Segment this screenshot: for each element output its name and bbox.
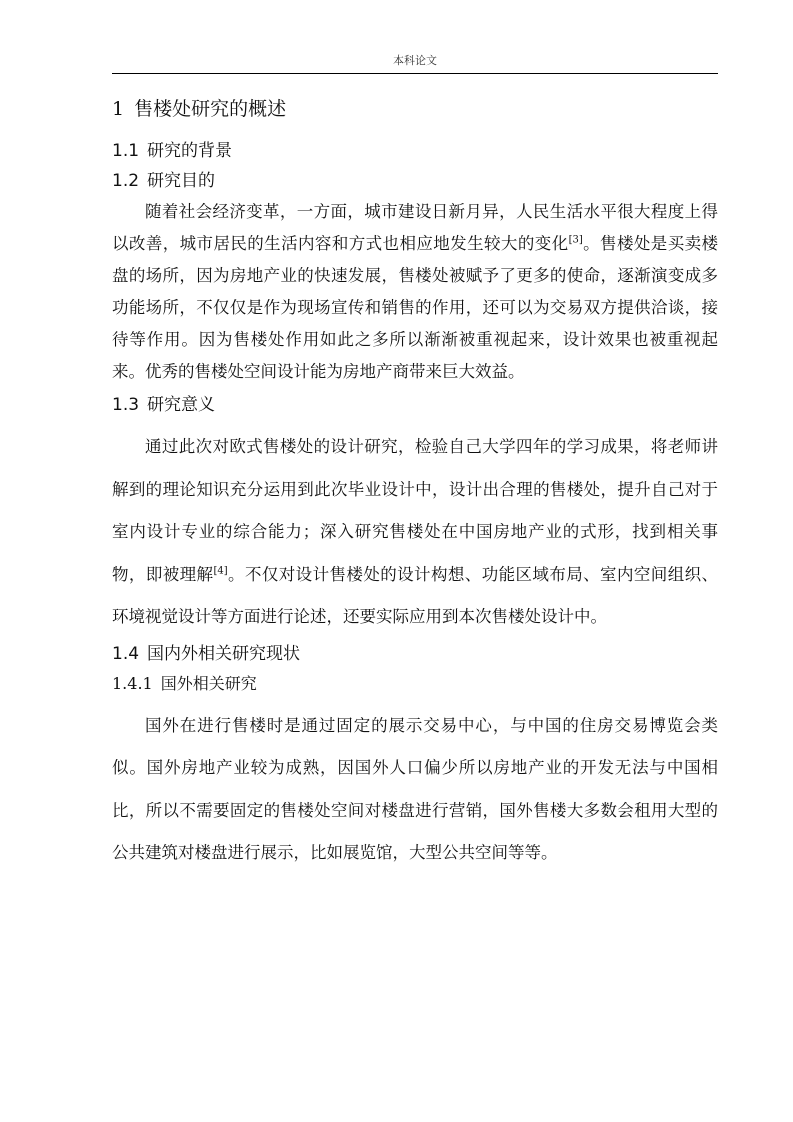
document-body bbox=[112, 94, 718, 875]
paragraph-text: 国外在进行售楼时是通过固定的展示交易中心，与中国的住房交易博览会类似。国外房地产业较为成熟，因国外人口偏少所以房地产业的开发无法与中国相比，所以不需要固定的售楼处空间对楼盘进行营销，国外售楼大多数会租用大型的公共建筑对楼盘进行展示，比如展览馆，大型公共空间等等。 bbox=[112, 715, 718, 862]
section-title: 研究目的 bbox=[147, 171, 216, 191]
section-title: 研究意义 bbox=[147, 395, 216, 415]
paragraph-research-purpose bbox=[112, 196, 718, 388]
paragraph-research-significance bbox=[112, 426, 718, 639]
subsection-number: 1.4.1 bbox=[112, 673, 153, 693]
paragraph-text-continued: 。不仅对设计售楼处的设计构想、功能区域布局、室内空间组织、环境视觉设计等方面进行论述，还要实际应用到本次售楼处设计中。 bbox=[112, 564, 719, 626]
subsection-title: 国外相关研究 bbox=[160, 673, 257, 693]
section-heading-1-1 bbox=[112, 136, 718, 166]
section-number: 1.1 bbox=[112, 141, 140, 161]
header-rule bbox=[112, 73, 718, 74]
section-title: 国内外相关研究现状 bbox=[147, 643, 301, 664]
section-number: 1.3 bbox=[112, 395, 140, 415]
subsection-heading-1-4-1 bbox=[112, 669, 718, 699]
paragraph-foreign-research bbox=[112, 705, 718, 875]
citation-ref: [3] bbox=[568, 234, 583, 246]
paragraph-text-continued: 。售楼处是买卖楼盘的场所，因为房地产业的快速发展，售楼处被赋予了更多的使命，逐渐演变成多功能场所，不仅仅是作为现场宣传和销售的作用，还可以为交易双方提供洽谈，接待等作用。因为售楼处作用如此之多所以渐渐被重视起来，设计效果也被重视起来。优秀的售楼处空间设计能为房地产商带来巨大效益。 bbox=[112, 234, 719, 381]
citation-ref: [4] bbox=[213, 565, 228, 576]
chapter-title: 售楼处研究的概述 bbox=[134, 98, 287, 120]
section-heading-1-2 bbox=[112, 166, 718, 196]
section-heading-1-3 bbox=[112, 390, 718, 420]
section-heading-1-4 bbox=[112, 639, 718, 669]
paragraph-text: 随着社会经济变革，一方面，城市建设日新月异，人民生活水平很大程度上得以改善，城市居民的生活内容和方式也相应地发生较大的变化 bbox=[112, 202, 718, 253]
paragraph-text: 通过此次对欧式售楼处的设计研究，检验自己大学四年的学习成果，将老师讲解到的理论知识充分运用到此次毕业设计中，设计出合理的售楼处，提升自己对于室内设计专业的综合能力；深入研究售楼处在中国房地产业的式形，找到相关事物，即被理解 bbox=[112, 437, 718, 584]
chapter-number: 1 bbox=[112, 98, 125, 120]
section-number: 1.2 bbox=[112, 171, 140, 191]
chapter-heading bbox=[112, 94, 718, 124]
section-title: 研究的背景 bbox=[147, 141, 233, 161]
section-number: 1.4 bbox=[112, 643, 140, 664]
page-header: 本科论文 bbox=[393, 54, 437, 67]
